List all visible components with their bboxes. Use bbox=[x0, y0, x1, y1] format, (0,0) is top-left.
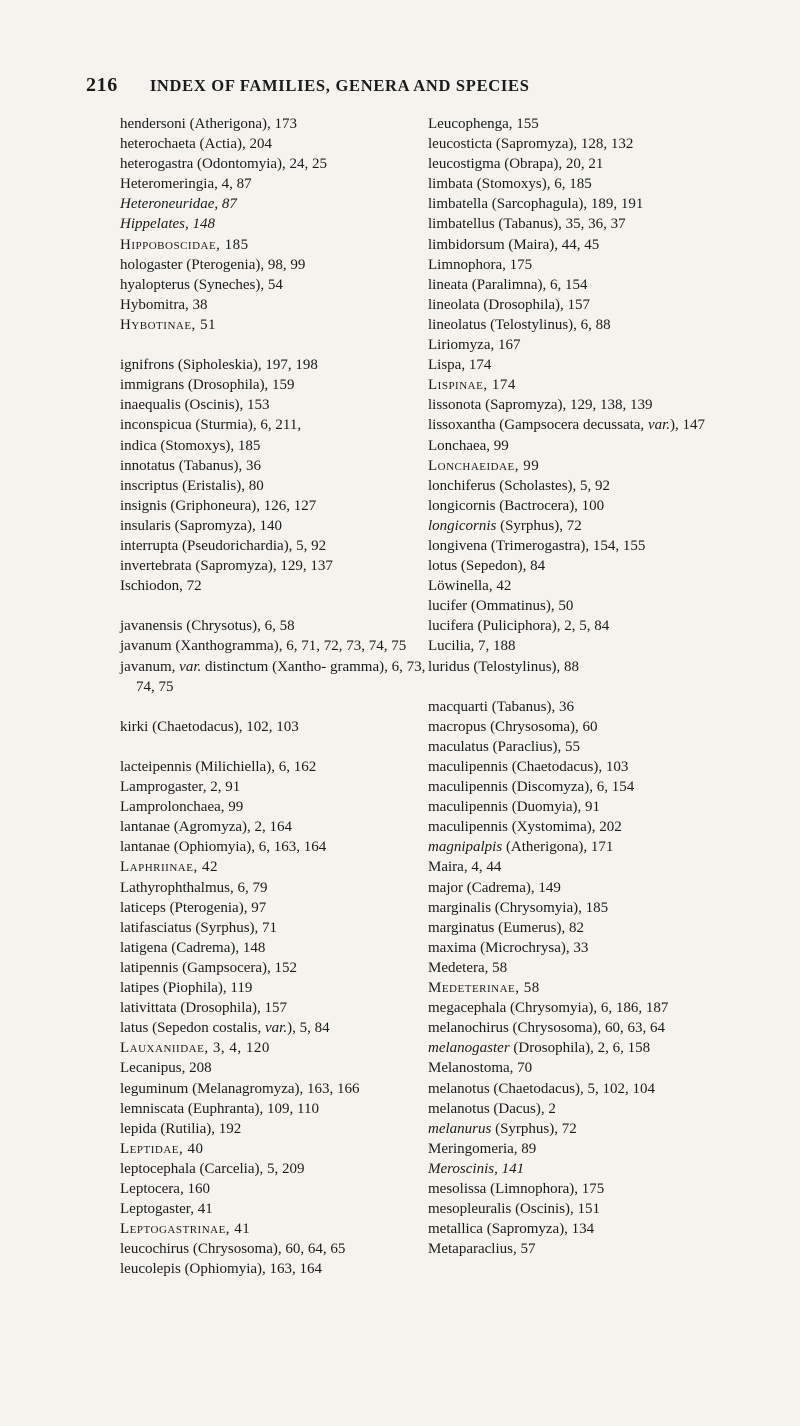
index-entry: hendersoni (Atherigona), 173 bbox=[120, 116, 298, 132]
index-entry: Lispinae, 174 bbox=[428, 377, 516, 394]
index-entry: inscriptus (Eristalis), 80 bbox=[120, 477, 264, 494]
index-entry: Lamprogaster, 2, 91 bbox=[120, 779, 241, 796]
index-entry: lineata (Paralimna), 6, 154 bbox=[428, 276, 588, 293]
index-entry: marginatus (Eumerus), 82 bbox=[428, 919, 584, 936]
index-entry: mesopleuralis (Oscinis), 151 bbox=[428, 1201, 601, 1218]
index-entry: javanum (Xanthogramma), 6, 71, 72, 73, 74, 75 bbox=[120, 638, 407, 655]
index-entry: longicornis (Bactrocera), 100 bbox=[428, 497, 605, 514]
index-entry: maculipennis (Duomyia), 91 bbox=[428, 799, 601, 816]
index-entry: longicornis (Syrphus), 72 bbox=[428, 517, 582, 534]
index-column-left bbox=[120, 114, 430, 1279]
running-title: INDEX OF FAMILIES, GENERA AND SPECIES bbox=[149, 76, 530, 95]
index-entry: metallica (Sapromyza), 134 bbox=[428, 1221, 595, 1238]
index-entry: Liriomyza, 167 bbox=[428, 337, 521, 354]
index-entry: insularis (Sapromyza), 140 bbox=[120, 517, 283, 534]
index-entry: Meroscinis, 141 bbox=[428, 1160, 525, 1177]
index-entry: lonchiferus (Scholastes), 5, 92 bbox=[428, 477, 611, 494]
index-entry: heterogastra (Odontomyia), 24, 25 bbox=[120, 156, 328, 173]
index-entry: javanum, var. distinctum (Xantho- gramma), 6, 73, 74, 75 bbox=[120, 658, 426, 695]
index-entry: lotus (Sepedon), 84 bbox=[428, 558, 546, 575]
index-entry: Medeterinae, 58 bbox=[428, 980, 540, 997]
index-entry: heterochaeta (Actia), 204 bbox=[120, 136, 272, 153]
index-entry: leucostigma (Obrapa), 20, 21 bbox=[428, 156, 604, 173]
index-entry: Leptogastrinae, 41 bbox=[120, 1221, 251, 1238]
index-entry: latipennis (Gampsocera), 152 bbox=[120, 959, 298, 976]
index-entry: ignifrons (Sipholeskia), 197, 198 bbox=[120, 357, 318, 374]
index-entry: maculipennis (Discomyza), 6, 154 bbox=[428, 779, 635, 796]
index-entry: lemniscata (Euphranta), 109, 110 bbox=[120, 1100, 319, 1117]
index-entry: lineolatus (Telostylinus), 6, 88 bbox=[428, 316, 611, 333]
index-entry: Lonchaeidae, 99 bbox=[428, 457, 540, 474]
index-entry: macquarti (Tabanus), 36 bbox=[428, 698, 574, 715]
index-entry: megacephala (Chrysomyia), 6, 186, 187 bbox=[428, 1000, 669, 1017]
index-entry: Leptidae, 40 bbox=[120, 1140, 204, 1157]
index-entry: melanurus (Syrphus), 72 bbox=[428, 1120, 577, 1137]
index-entry: lantanae (Ophiomyia), 6, 163, 164 bbox=[120, 839, 327, 856]
index-entry: kirki (Chaetodacus), 102, 103 bbox=[120, 718, 299, 735]
index-entry: latigena (Cadrema), 148 bbox=[120, 939, 266, 956]
index-entry: maxima (Microchrysa), 33 bbox=[428, 939, 589, 956]
index-entry: macropus (Chrysosoma), 60 bbox=[428, 718, 598, 735]
index-entry: luridus (Telostylinus), 88 bbox=[428, 658, 580, 675]
index-column-right bbox=[428, 114, 738, 1259]
index-entry: latus (Sepedon costalis, var.), 5, 84 bbox=[120, 1020, 330, 1037]
section-gap bbox=[120, 335, 430, 355]
index-entry: latipes (Piophila), 119 bbox=[120, 980, 253, 997]
index-entry: innotatus (Tabanus), 36 bbox=[120, 457, 262, 474]
index-entry: Leptocera, 160 bbox=[120, 1180, 210, 1197]
index-entry: melanotus (Chaetodacus), 5, 102, 104 bbox=[428, 1080, 656, 1097]
index-entry: maculatus (Paraclius), 55 bbox=[428, 738, 581, 755]
index-entry: Heteroneuridae, 87 bbox=[120, 196, 237, 213]
index-entry: maculipennis (Chaetodacus), 103 bbox=[428, 759, 629, 775]
index-entry: limbidorsum (Maira), 44, 45 bbox=[428, 236, 600, 253]
index-entry: Hippoboscidae, 185 bbox=[120, 236, 249, 253]
index-entry: Medetera, 58 bbox=[428, 959, 508, 976]
index-entry: insignis (Griphoneura), 126, 127 bbox=[120, 497, 317, 514]
index-entry: Hybotinae, 51 bbox=[120, 316, 217, 333]
index-entry: marginalis (Chrysomyia), 185 bbox=[428, 899, 609, 916]
index-entry: inaequalis (Oscinis), 153 bbox=[120, 397, 270, 414]
index-entry: hologaster (Pterogenia), 98, 99 bbox=[120, 256, 306, 273]
index-entry: major (Cadrema), 149 bbox=[428, 879, 561, 896]
index-entry: hyalopterus (Syneches), 54 bbox=[120, 276, 283, 293]
index-entry: lissonota (Sapromyza), 129, 138, 139 bbox=[428, 397, 653, 414]
index-entry: Lucilia, 7, 188 bbox=[428, 638, 516, 655]
index-entry: Laphriinae, 42 bbox=[120, 859, 218, 876]
index-entry: limbatellus (Tabanus), 35, 36, 37 bbox=[428, 216, 626, 233]
index-entry: mesolissa (Limnophora), 175 bbox=[428, 1180, 605, 1197]
index-entry: leucochirus (Chrysosoma), 60, 64, 65 bbox=[120, 1241, 346, 1258]
index-entry: Hybomitra, 38 bbox=[120, 296, 208, 313]
index-entry: limbata (Stomoxys), 6, 185 bbox=[428, 176, 592, 193]
index-entry: lineolata (Drosophila), 157 bbox=[428, 296, 591, 313]
section-gap bbox=[120, 596, 430, 616]
index-entry: Limnophora, 175 bbox=[428, 256, 533, 273]
index-entry: laticeps (Pterogenia), 97 bbox=[120, 899, 267, 916]
section-gap bbox=[120, 697, 430, 717]
index-entry: lantanae (Agromyza), 2, 164 bbox=[120, 819, 293, 836]
index-entry: leucolepis (Ophiomyia), 163, 164 bbox=[120, 1261, 323, 1278]
index-entry: Heteromeringia, 4, 87 bbox=[120, 176, 252, 193]
section-gap bbox=[428, 677, 738, 697]
index-entry: Metaparaclius, 57 bbox=[428, 1241, 536, 1258]
index-entry: Lonchaea, 99 bbox=[428, 437, 509, 454]
index-entry: maculipennis (Xystomima), 202 bbox=[428, 819, 622, 836]
index-entry: Lathyrophthalmus, 6, 79 bbox=[120, 879, 268, 896]
index-entry: limbatella (Sarcophagula), 189, 191 bbox=[428, 196, 644, 213]
page-header bbox=[86, 74, 726, 97]
index-entry: lucifera (Puliciphora), 2, 5, 84 bbox=[428, 618, 610, 635]
page-number: 216 bbox=[86, 74, 118, 96]
index-entry: Leptogaster, 41 bbox=[120, 1201, 213, 1218]
index-entry: Lecanipus, 208 bbox=[120, 1060, 212, 1077]
index-entry: Lispa, 174 bbox=[428, 357, 492, 374]
index-entry: lissoxantha (Gampsocera decussata, var.), 147 bbox=[428, 417, 706, 434]
index-entry: Meringomeria, 89 bbox=[428, 1140, 537, 1157]
index-entry: leptocephala (Carcelia), 5, 209 bbox=[120, 1160, 305, 1177]
index-entry: Melanostoma, 70 bbox=[428, 1060, 533, 1077]
index-entry: immigrans (Drosophila), 159 bbox=[120, 377, 295, 394]
index-entry: leguminum (Melanagromyza), 163, 166 bbox=[120, 1080, 360, 1097]
index-entry: Hippelates, 148 bbox=[120, 216, 215, 233]
index-entry: Maira, 4, 44 bbox=[428, 859, 502, 876]
index-entry: melanogaster (Drosophila), 2, 6, 158 bbox=[428, 1040, 651, 1057]
index-entry: indica (Stomoxys), 185 bbox=[120, 437, 261, 454]
index-entry: lacteipennis (Milichiella), 6, 162 bbox=[120, 759, 317, 775]
index-entry: invertebrata (Sapromyza), 129, 137 bbox=[120, 558, 333, 575]
index-entry: leucosticta (Sapromyza), 128, 132 bbox=[428, 136, 634, 153]
index-entry: magnipalpis (Atherigona), 171 bbox=[428, 839, 614, 856]
index-entry: melanochirus (Chrysosoma), 60, 63, 64 bbox=[428, 1020, 666, 1037]
section-gap bbox=[120, 737, 430, 757]
index-entry: javanensis (Chrysotus), 6, 58 bbox=[120, 618, 295, 635]
index-entry: Lamprolonchaea, 99 bbox=[120, 799, 244, 816]
index-entry: Löwinella, 42 bbox=[428, 578, 512, 595]
index-entry: lepida (Rutilia), 192 bbox=[120, 1120, 242, 1137]
index-entry: interrupta (Pseudorichardia), 5, 92 bbox=[120, 537, 327, 554]
index-entry: longivena (Trimerogastra), 154, 155 bbox=[428, 537, 646, 554]
index-entry: latifasciatus (Syrphus), 71 bbox=[120, 919, 278, 936]
index-entry: lativittata (Drosophila), 157 bbox=[120, 1000, 288, 1017]
index-entry: lucifer (Ommatinus), 50 bbox=[428, 598, 574, 615]
index-entry: Lauxaniidae, 3, 4, 120 bbox=[120, 1040, 270, 1057]
index-entry: Ischiodon, 72 bbox=[120, 578, 202, 595]
index-entry: inconspicua (Sturmia), 6, 211, bbox=[120, 417, 302, 434]
index-entry: melanotus (Dacus), 2 bbox=[428, 1100, 556, 1117]
index-entry: Leucophenga, 155 bbox=[428, 116, 539, 132]
